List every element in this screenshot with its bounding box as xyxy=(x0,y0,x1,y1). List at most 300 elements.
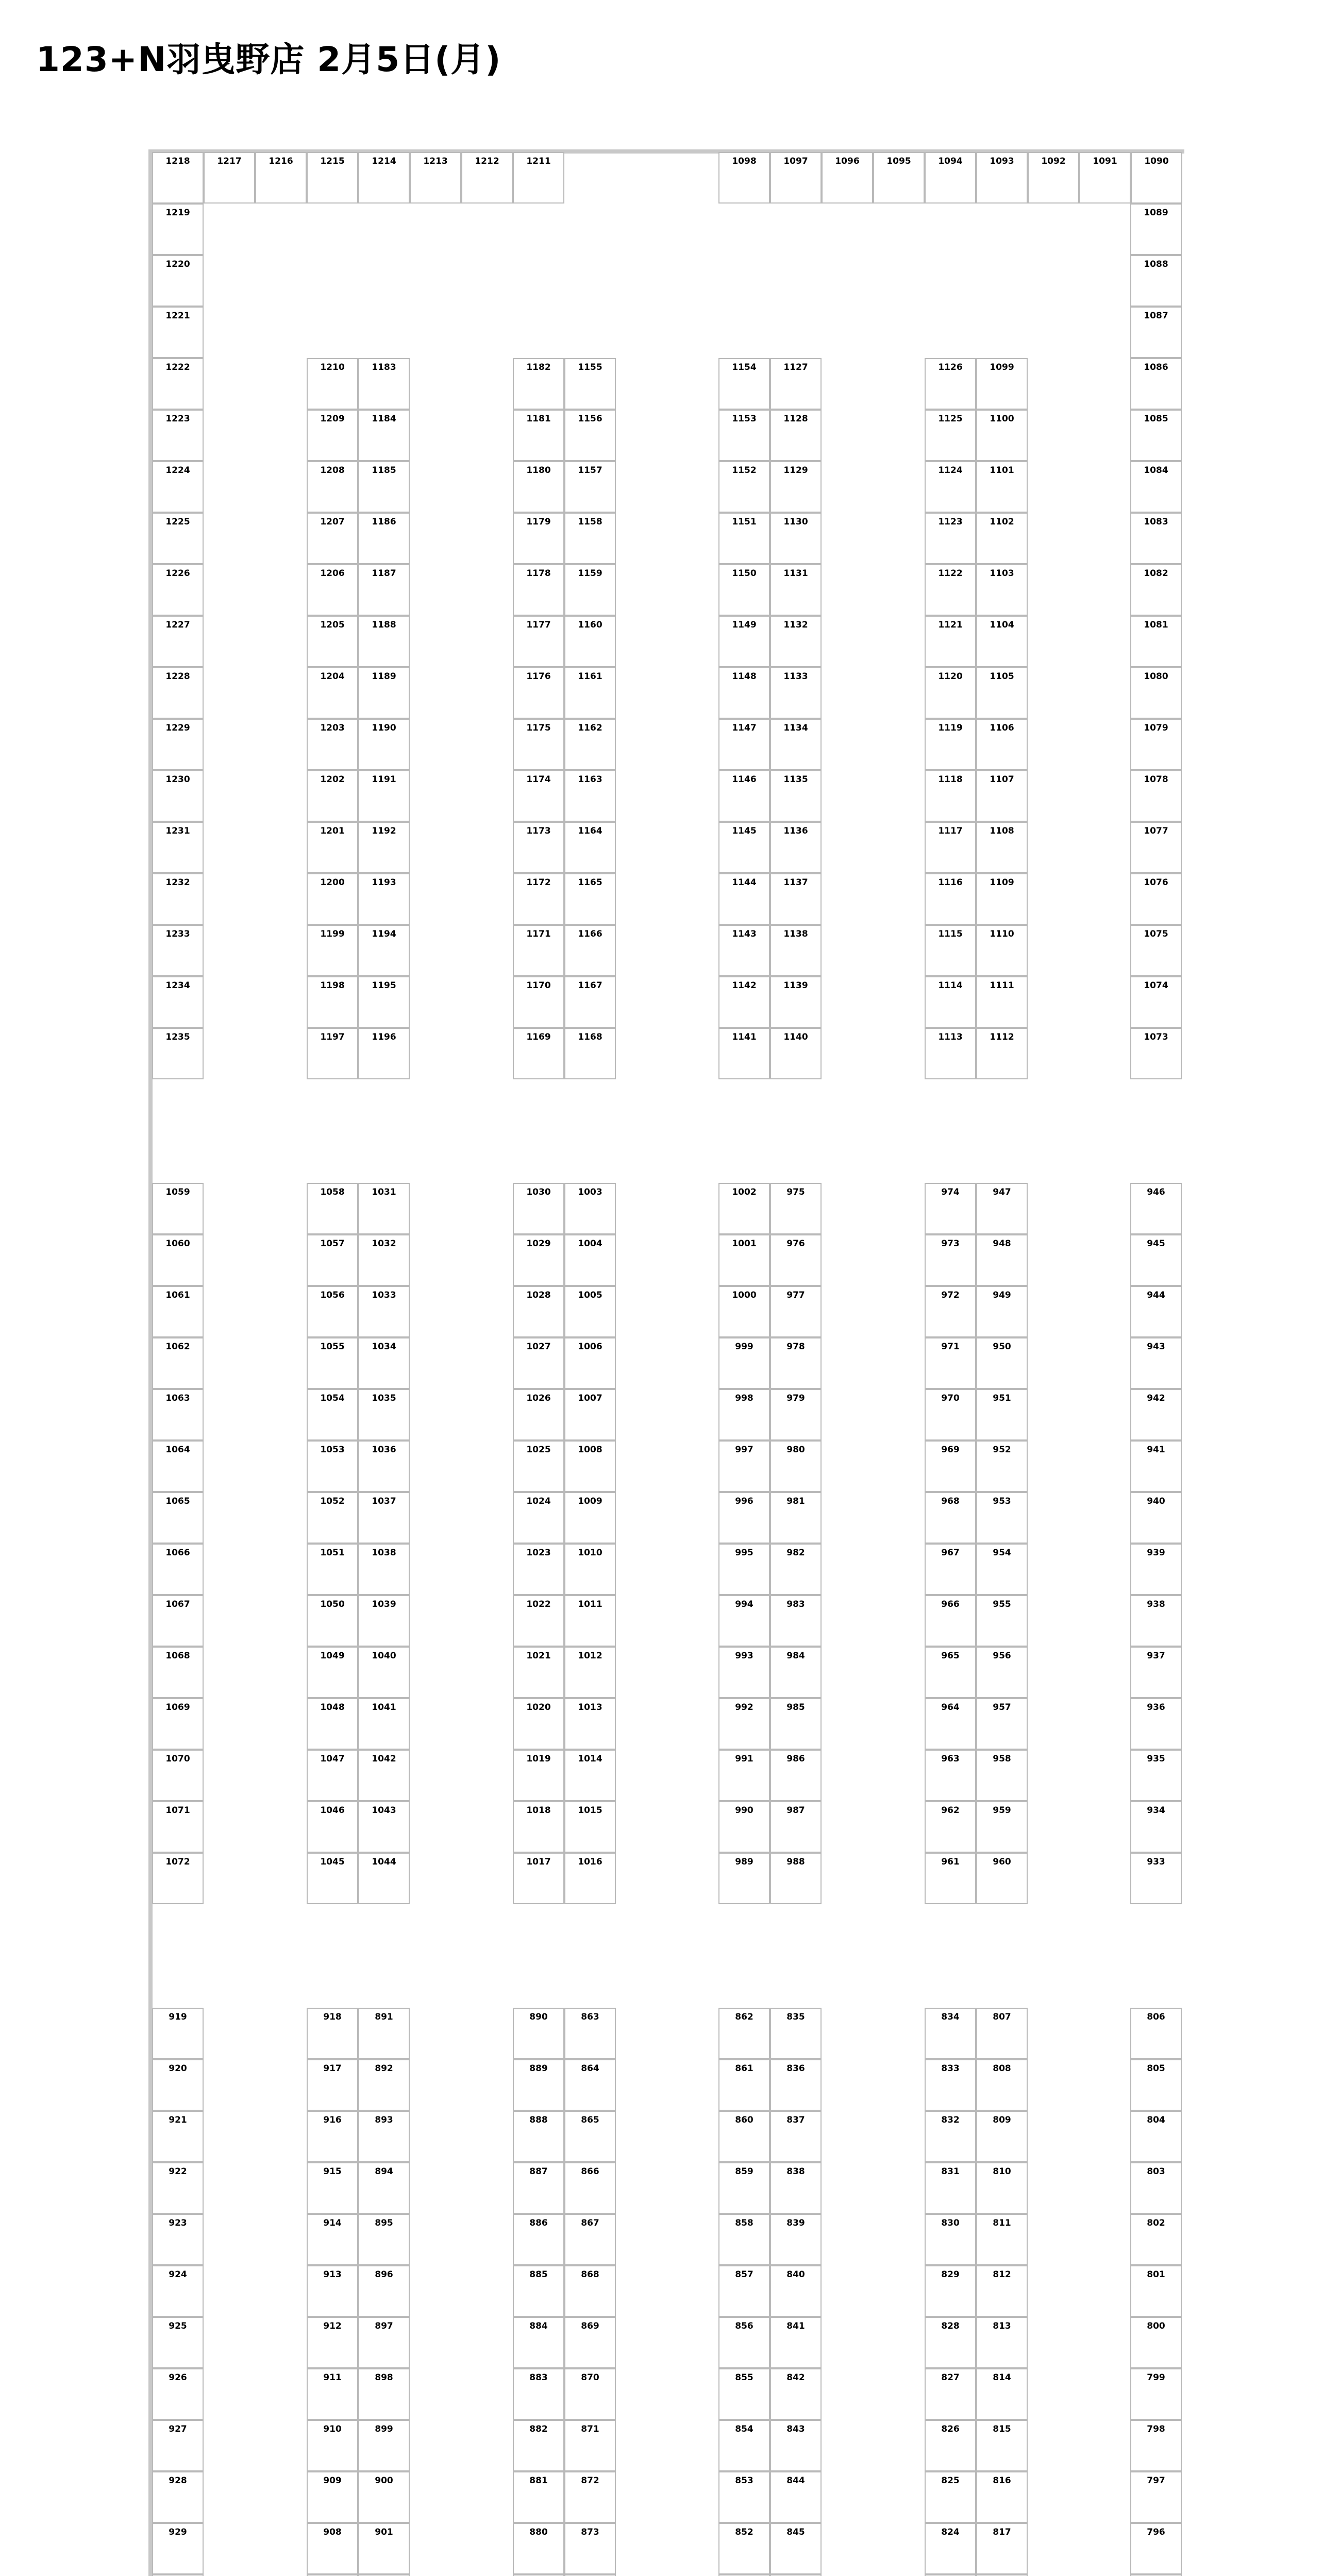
machine-cell[interactable] xyxy=(770,2368,822,2420)
machine-cell[interactable] xyxy=(976,822,1028,873)
machine-cell[interactable] xyxy=(770,1440,822,1492)
machine-cell[interactable] xyxy=(1130,1028,1182,1079)
machine-cell[interactable] xyxy=(770,564,822,616)
machine-cell[interactable] xyxy=(307,1286,358,1337)
machine-cell[interactable] xyxy=(770,2523,822,2574)
machine-cell[interactable] xyxy=(770,1337,822,1389)
machine-cell[interactable] xyxy=(770,2008,822,2059)
machine-cell[interactable] xyxy=(718,1183,770,1234)
machine-cell[interactable] xyxy=(770,1492,822,1544)
machine-cell[interactable] xyxy=(1130,2317,1182,2368)
machine-cell[interactable] xyxy=(358,2420,410,2471)
machine-cell[interactable] xyxy=(513,1286,564,1337)
machine-cell[interactable] xyxy=(1130,255,1182,307)
machine-cell[interactable] xyxy=(718,2471,770,2523)
machine-cell[interactable] xyxy=(152,1389,204,1440)
machine-cell[interactable] xyxy=(976,1389,1028,1440)
machine-cell[interactable] xyxy=(770,1801,822,1853)
machine-cell[interactable] xyxy=(564,2162,616,2214)
machine-cell[interactable] xyxy=(1130,2368,1182,2420)
machine-cell[interactable] xyxy=(358,513,410,564)
machine-cell[interactable] xyxy=(513,1389,564,1440)
machine-cell[interactable] xyxy=(925,513,976,564)
machine-cell[interactable] xyxy=(1130,1544,1182,1595)
machine-cell[interactable] xyxy=(564,770,616,822)
machine-cell[interactable] xyxy=(1130,513,1182,564)
machine-cell[interactable] xyxy=(1130,2420,1182,2471)
machine-cell[interactable] xyxy=(513,1647,564,1698)
machine-cell[interactable] xyxy=(925,1440,976,1492)
machine-cell[interactable] xyxy=(564,1492,616,1544)
machine-cell[interactable] xyxy=(307,2368,358,2420)
machine-cell[interactable] xyxy=(770,1750,822,1801)
machine-cell[interactable] xyxy=(358,1698,410,1750)
machine-cell[interactable] xyxy=(152,1544,204,1595)
machine-cell[interactable] xyxy=(152,152,204,204)
machine-cell[interactable] xyxy=(1130,1286,1182,1337)
machine-cell[interactable] xyxy=(976,1801,1028,1853)
machine-cell[interactable] xyxy=(307,564,358,616)
machine-cell[interactable] xyxy=(358,616,410,667)
machine-cell[interactable] xyxy=(1130,1853,1182,1904)
machine-cell[interactable] xyxy=(152,564,204,616)
machine-cell[interactable] xyxy=(1130,1183,1182,1234)
machine-cell[interactable] xyxy=(718,1234,770,1286)
machine-cell[interactable] xyxy=(513,2317,564,2368)
machine-cell[interactable] xyxy=(513,1492,564,1544)
machine-cell[interactable] xyxy=(358,2008,410,2059)
machine-cell[interactable] xyxy=(1130,976,1182,1028)
machine-cell[interactable] xyxy=(925,1234,976,1286)
machine-cell[interactable] xyxy=(564,358,616,410)
machine-cell[interactable] xyxy=(564,976,616,1028)
machine-cell[interactable] xyxy=(307,1544,358,1595)
machine-cell[interactable] xyxy=(770,1647,822,1698)
machine-cell[interactable] xyxy=(358,822,410,873)
machine-cell[interactable] xyxy=(770,358,822,410)
machine-cell[interactable] xyxy=(152,358,204,410)
machine-cell[interactable] xyxy=(718,667,770,719)
machine-cell[interactable] xyxy=(976,2523,1028,2574)
machine-cell[interactable] xyxy=(770,1595,822,1647)
machine-cell[interactable] xyxy=(307,2214,358,2265)
machine-cell[interactable] xyxy=(1130,2059,1182,2111)
machine-cell[interactable] xyxy=(976,152,1028,204)
machine-cell[interactable] xyxy=(976,1028,1028,1079)
machine-cell[interactable] xyxy=(513,2368,564,2420)
machine-cell[interactable] xyxy=(718,770,770,822)
machine-cell[interactable] xyxy=(410,152,461,204)
machine-cell[interactable] xyxy=(822,152,873,204)
machine-cell[interactable] xyxy=(152,2008,204,2059)
machine-cell[interactable] xyxy=(152,2523,204,2574)
machine-cell[interactable] xyxy=(358,1853,410,1904)
machine-cell[interactable] xyxy=(976,461,1028,513)
machine-cell[interactable] xyxy=(1130,1234,1182,1286)
machine-cell[interactable] xyxy=(718,616,770,667)
machine-cell[interactable] xyxy=(307,925,358,976)
machine-cell[interactable] xyxy=(925,1801,976,1853)
machine-cell[interactable] xyxy=(152,1183,204,1234)
machine-cell[interactable] xyxy=(564,1698,616,1750)
machine-cell[interactable] xyxy=(307,1183,358,1234)
machine-cell[interactable] xyxy=(152,1698,204,1750)
machine-cell[interactable] xyxy=(307,1389,358,1440)
machine-cell[interactable] xyxy=(925,1183,976,1234)
machine-cell[interactable] xyxy=(513,719,564,770)
machine-cell[interactable] xyxy=(152,1853,204,1904)
machine-cell[interactable] xyxy=(152,1750,204,1801)
machine-cell[interactable] xyxy=(770,770,822,822)
machine-cell[interactable] xyxy=(358,358,410,410)
machine-cell[interactable] xyxy=(564,564,616,616)
machine-cell[interactable] xyxy=(307,1698,358,1750)
machine-cell[interactable] xyxy=(513,2420,564,2471)
machine-cell[interactable] xyxy=(513,667,564,719)
machine-cell[interactable] xyxy=(513,1801,564,1853)
machine-cell[interactable] xyxy=(925,1492,976,1544)
machine-cell[interactable] xyxy=(513,2265,564,2317)
machine-cell[interactable] xyxy=(770,1286,822,1337)
machine-cell[interactable] xyxy=(564,2317,616,2368)
machine-cell[interactable] xyxy=(307,667,358,719)
machine-cell[interactable] xyxy=(925,2523,976,2574)
machine-cell[interactable] xyxy=(718,1801,770,1853)
machine-cell[interactable] xyxy=(1130,1801,1182,1853)
machine-cell[interactable] xyxy=(925,2162,976,2214)
machine-cell[interactable] xyxy=(976,1234,1028,1286)
machine-cell[interactable] xyxy=(925,2420,976,2471)
machine-cell[interactable] xyxy=(513,925,564,976)
machine-cell[interactable] xyxy=(564,2111,616,2162)
machine-cell[interactable] xyxy=(976,564,1028,616)
machine-cell[interactable] xyxy=(307,2420,358,2471)
machine-cell[interactable] xyxy=(564,925,616,976)
machine-cell[interactable] xyxy=(976,2265,1028,2317)
machine-cell[interactable] xyxy=(1130,1337,1182,1389)
machine-cell[interactable] xyxy=(925,461,976,513)
machine-cell[interactable] xyxy=(255,152,307,204)
machine-cell[interactable] xyxy=(152,770,204,822)
machine-cell[interactable] xyxy=(718,2111,770,2162)
machine-cell[interactable] xyxy=(976,2317,1028,2368)
machine-cell[interactable] xyxy=(307,358,358,410)
machine-cell[interactable] xyxy=(718,2265,770,2317)
machine-cell[interactable] xyxy=(513,2471,564,2523)
machine-cell[interactable] xyxy=(925,564,976,616)
machine-cell[interactable] xyxy=(204,152,255,204)
machine-cell[interactable] xyxy=(358,667,410,719)
machine-cell[interactable] xyxy=(358,1183,410,1234)
machine-cell[interactable] xyxy=(718,152,770,204)
machine-cell[interactable] xyxy=(513,976,564,1028)
machine-cell[interactable] xyxy=(770,719,822,770)
machine-cell[interactable] xyxy=(976,2471,1028,2523)
machine-cell[interactable] xyxy=(1130,822,1182,873)
machine-cell[interactable] xyxy=(564,2059,616,2111)
machine-cell[interactable] xyxy=(718,719,770,770)
machine-cell[interactable] xyxy=(976,358,1028,410)
machine-cell[interactable] xyxy=(718,1492,770,1544)
machine-cell[interactable] xyxy=(925,1750,976,1801)
machine-cell[interactable] xyxy=(152,2317,204,2368)
machine-cell[interactable] xyxy=(564,822,616,873)
machine-cell[interactable] xyxy=(770,2265,822,2317)
machine-cell[interactable] xyxy=(925,152,976,204)
machine-cell[interactable] xyxy=(925,2008,976,2059)
machine-cell[interactable] xyxy=(358,1234,410,1286)
machine-cell[interactable] xyxy=(564,719,616,770)
machine-cell[interactable] xyxy=(718,873,770,925)
machine-cell[interactable] xyxy=(770,925,822,976)
machine-cell[interactable] xyxy=(718,1440,770,1492)
machine-cell[interactable] xyxy=(718,2214,770,2265)
machine-cell[interactable] xyxy=(976,719,1028,770)
machine-cell[interactable] xyxy=(307,1647,358,1698)
machine-cell[interactable] xyxy=(564,2471,616,2523)
machine-cell[interactable] xyxy=(513,2059,564,2111)
machine-cell[interactable] xyxy=(307,822,358,873)
machine-cell[interactable] xyxy=(976,2368,1028,2420)
machine-cell[interactable] xyxy=(925,2214,976,2265)
machine-cell[interactable] xyxy=(1130,358,1182,410)
machine-cell[interactable] xyxy=(718,1698,770,1750)
machine-cell[interactable] xyxy=(564,1286,616,1337)
machine-cell[interactable] xyxy=(976,925,1028,976)
machine-cell[interactable] xyxy=(718,2368,770,2420)
machine-cell[interactable] xyxy=(564,873,616,925)
machine-cell[interactable] xyxy=(564,616,616,667)
machine-cell[interactable] xyxy=(718,513,770,564)
machine-cell[interactable] xyxy=(358,1337,410,1389)
machine-cell[interactable] xyxy=(770,822,822,873)
machine-cell[interactable] xyxy=(718,1389,770,1440)
machine-cell[interactable] xyxy=(1130,2214,1182,2265)
machine-cell[interactable] xyxy=(925,873,976,925)
machine-cell[interactable] xyxy=(925,770,976,822)
machine-cell[interactable] xyxy=(307,2111,358,2162)
machine-cell[interactable] xyxy=(358,1544,410,1595)
machine-cell[interactable] xyxy=(976,1492,1028,1544)
machine-cell[interactable] xyxy=(513,873,564,925)
machine-cell[interactable] xyxy=(152,255,204,307)
machine-cell[interactable] xyxy=(976,2111,1028,2162)
machine-cell[interactable] xyxy=(873,152,925,204)
machine-cell[interactable] xyxy=(513,2214,564,2265)
machine-cell[interactable] xyxy=(564,1234,616,1286)
machine-cell[interactable] xyxy=(152,2265,204,2317)
machine-cell[interactable] xyxy=(564,410,616,461)
machine-cell[interactable] xyxy=(152,1028,204,1079)
machine-cell[interactable] xyxy=(976,667,1028,719)
machine-cell[interactable] xyxy=(513,152,564,204)
machine-cell[interactable] xyxy=(358,873,410,925)
machine-cell[interactable] xyxy=(307,2265,358,2317)
machine-cell[interactable] xyxy=(770,2471,822,2523)
machine-cell[interactable] xyxy=(1130,564,1182,616)
machine-cell[interactable] xyxy=(152,1801,204,1853)
machine-cell[interactable] xyxy=(770,1544,822,1595)
machine-cell[interactable] xyxy=(307,1028,358,1079)
machine-cell[interactable] xyxy=(976,1647,1028,1698)
machine-cell[interactable] xyxy=(770,1234,822,1286)
machine-cell[interactable] xyxy=(1130,719,1182,770)
machine-cell[interactable] xyxy=(307,2059,358,2111)
machine-cell[interactable] xyxy=(358,410,410,461)
machine-cell[interactable] xyxy=(513,616,564,667)
machine-cell[interactable] xyxy=(358,1801,410,1853)
machine-cell[interactable] xyxy=(358,2523,410,2574)
machine-cell[interactable] xyxy=(925,976,976,1028)
machine-cell[interactable] xyxy=(358,2214,410,2265)
machine-cell[interactable] xyxy=(513,822,564,873)
machine-cell[interactable] xyxy=(152,2059,204,2111)
machine-cell[interactable] xyxy=(976,2008,1028,2059)
machine-cell[interactable] xyxy=(564,1647,616,1698)
machine-cell[interactable] xyxy=(976,770,1028,822)
machine-cell[interactable] xyxy=(770,152,822,204)
machine-cell[interactable] xyxy=(976,2162,1028,2214)
machine-cell[interactable] xyxy=(1130,1492,1182,1544)
machine-cell[interactable] xyxy=(152,2162,204,2214)
machine-cell[interactable] xyxy=(358,2162,410,2214)
machine-cell[interactable] xyxy=(358,564,410,616)
machine-cell[interactable] xyxy=(307,1595,358,1647)
machine-cell[interactable] xyxy=(358,1595,410,1647)
machine-cell[interactable] xyxy=(976,410,1028,461)
machine-cell[interactable] xyxy=(152,925,204,976)
machine-cell[interactable] xyxy=(770,461,822,513)
machine-cell[interactable] xyxy=(307,410,358,461)
machine-cell[interactable] xyxy=(358,1647,410,1698)
machine-cell[interactable] xyxy=(925,2471,976,2523)
machine-cell[interactable] xyxy=(718,410,770,461)
machine-cell[interactable] xyxy=(513,410,564,461)
machine-cell[interactable] xyxy=(152,667,204,719)
machine-cell[interactable] xyxy=(976,1337,1028,1389)
machine-cell[interactable] xyxy=(718,2420,770,2471)
machine-cell[interactable] xyxy=(307,976,358,1028)
machine-cell[interactable] xyxy=(513,1750,564,1801)
machine-cell[interactable] xyxy=(358,461,410,513)
machine-cell[interactable] xyxy=(307,2471,358,2523)
machine-cell[interactable] xyxy=(564,2265,616,2317)
machine-cell[interactable] xyxy=(1079,152,1131,204)
machine-cell[interactable] xyxy=(358,1440,410,1492)
machine-cell[interactable] xyxy=(513,2162,564,2214)
machine-cell[interactable] xyxy=(1130,770,1182,822)
machine-cell[interactable] xyxy=(925,1647,976,1698)
machine-cell[interactable] xyxy=(1130,616,1182,667)
machine-cell[interactable] xyxy=(976,2420,1028,2471)
machine-cell[interactable] xyxy=(152,1647,204,1698)
machine-cell[interactable] xyxy=(925,1595,976,1647)
machine-cell[interactable] xyxy=(358,1492,410,1544)
machine-cell[interactable] xyxy=(770,2420,822,2471)
machine-cell[interactable] xyxy=(976,1440,1028,1492)
machine-cell[interactable] xyxy=(152,616,204,667)
machine-cell[interactable] xyxy=(513,564,564,616)
machine-cell[interactable] xyxy=(358,152,410,204)
machine-cell[interactable] xyxy=(925,925,976,976)
machine-cell[interactable] xyxy=(152,2471,204,2523)
machine-cell[interactable] xyxy=(976,873,1028,925)
machine-cell[interactable] xyxy=(307,770,358,822)
machine-cell[interactable] xyxy=(976,1183,1028,1234)
machine-cell[interactable] xyxy=(976,616,1028,667)
machine-cell[interactable] xyxy=(358,2111,410,2162)
machine-cell[interactable] xyxy=(925,1286,976,1337)
machine-cell[interactable] xyxy=(307,719,358,770)
machine-cell[interactable] xyxy=(718,822,770,873)
machine-cell[interactable] xyxy=(770,1698,822,1750)
machine-cell[interactable] xyxy=(718,2523,770,2574)
machine-cell[interactable] xyxy=(152,2368,204,2420)
machine-cell[interactable] xyxy=(307,1337,358,1389)
machine-cell[interactable] xyxy=(718,1544,770,1595)
machine-cell[interactable] xyxy=(307,616,358,667)
machine-cell[interactable] xyxy=(976,1698,1028,1750)
machine-cell[interactable] xyxy=(925,2265,976,2317)
machine-cell[interactable] xyxy=(718,2317,770,2368)
machine-cell[interactable] xyxy=(564,2368,616,2420)
machine-cell[interactable] xyxy=(1130,1698,1182,1750)
machine-cell[interactable] xyxy=(1130,410,1182,461)
machine-cell[interactable] xyxy=(513,513,564,564)
machine-cell[interactable] xyxy=(564,1544,616,1595)
machine-cell[interactable] xyxy=(307,2162,358,2214)
machine-cell[interactable] xyxy=(1130,461,1182,513)
machine-cell[interactable] xyxy=(152,1234,204,1286)
machine-cell[interactable] xyxy=(770,873,822,925)
machine-cell[interactable] xyxy=(564,2420,616,2471)
machine-cell[interactable] xyxy=(718,1337,770,1389)
machine-cell[interactable] xyxy=(718,1750,770,1801)
machine-cell[interactable] xyxy=(770,2317,822,2368)
machine-cell[interactable] xyxy=(1028,152,1079,204)
machine-cell[interactable] xyxy=(1130,925,1182,976)
machine-cell[interactable] xyxy=(925,667,976,719)
machine-cell[interactable] xyxy=(152,1337,204,1389)
machine-cell[interactable] xyxy=(152,461,204,513)
machine-cell[interactable] xyxy=(358,1286,410,1337)
machine-cell[interactable] xyxy=(770,2214,822,2265)
machine-cell[interactable] xyxy=(1130,1750,1182,1801)
machine-cell[interactable] xyxy=(513,1440,564,1492)
machine-cell[interactable] xyxy=(152,1492,204,1544)
machine-cell[interactable] xyxy=(358,2368,410,2420)
machine-cell[interactable] xyxy=(152,2420,204,2471)
machine-cell[interactable] xyxy=(770,616,822,667)
machine-cell[interactable] xyxy=(513,1595,564,1647)
machine-cell[interactable] xyxy=(513,2008,564,2059)
machine-cell[interactable] xyxy=(358,1389,410,1440)
machine-cell[interactable] xyxy=(1130,204,1182,255)
machine-cell[interactable] xyxy=(564,1801,616,1853)
machine-cell[interactable] xyxy=(307,2523,358,2574)
machine-cell[interactable] xyxy=(770,1853,822,1904)
machine-cell[interactable] xyxy=(925,410,976,461)
machine-cell[interactable] xyxy=(925,2368,976,2420)
machine-cell[interactable] xyxy=(513,2111,564,2162)
machine-cell[interactable] xyxy=(513,1234,564,1286)
machine-cell[interactable] xyxy=(925,1698,976,1750)
machine-cell[interactable] xyxy=(976,1853,1028,1904)
machine-cell[interactable] xyxy=(513,1337,564,1389)
machine-cell[interactable] xyxy=(307,873,358,925)
machine-cell[interactable] xyxy=(564,1440,616,1492)
machine-cell[interactable] xyxy=(925,1853,976,1904)
